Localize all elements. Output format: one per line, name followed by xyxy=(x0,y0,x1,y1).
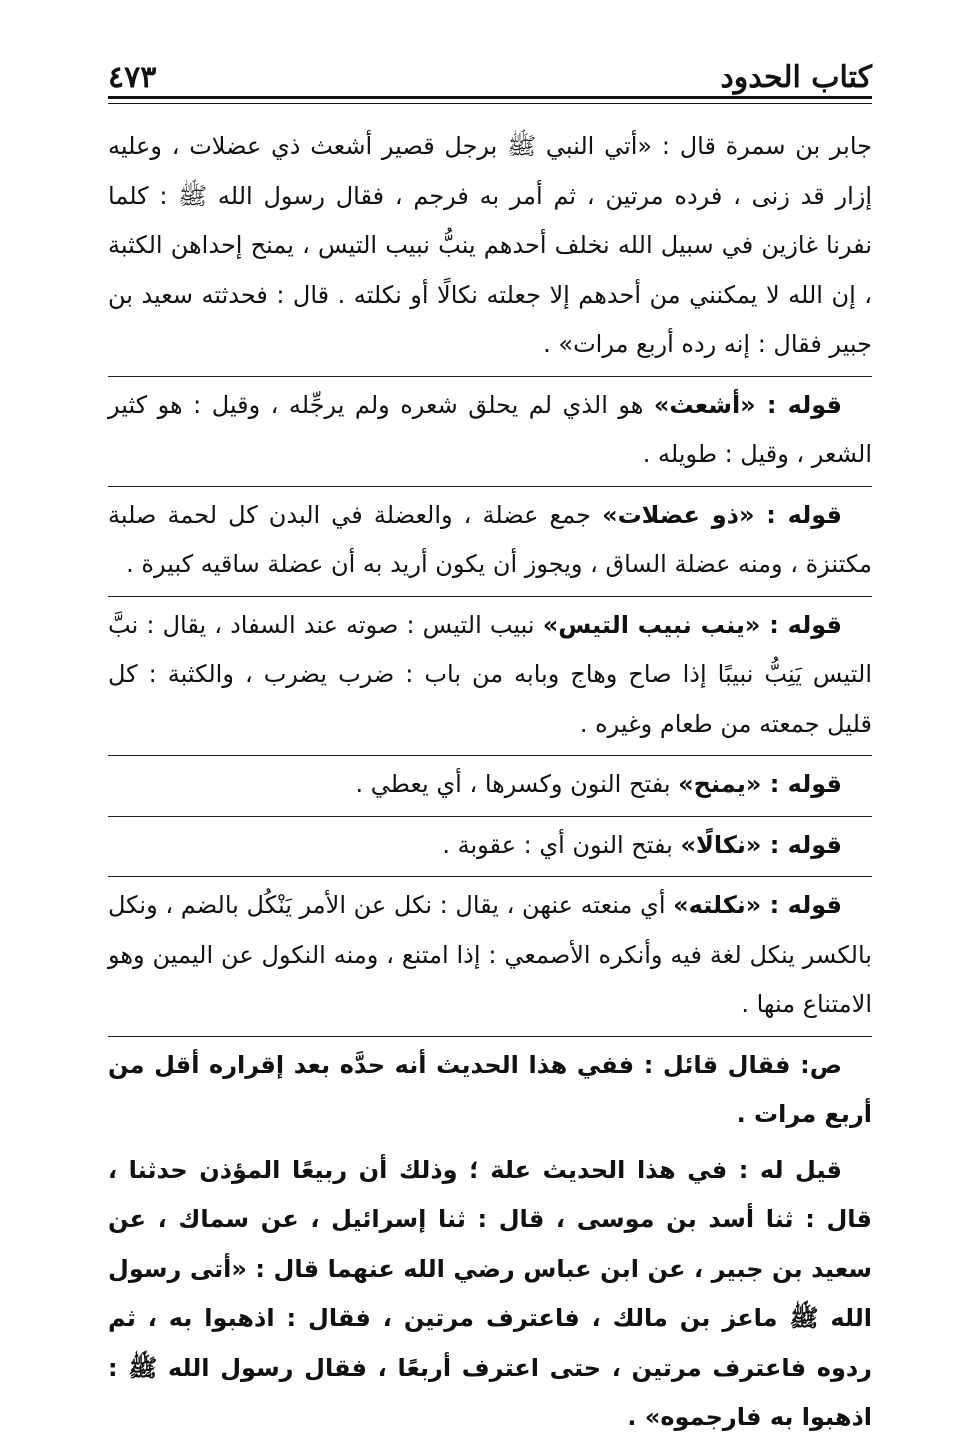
commentary-lemma: «ذو عضلات» xyxy=(602,500,755,529)
commentary-lemma: «يمنح» xyxy=(678,770,762,798)
reply-paragraph xyxy=(108,1146,872,1443)
commentary-ashath xyxy=(108,376,872,480)
objection-paragraph xyxy=(108,1036,872,1140)
commentary-prefix: قوله : xyxy=(761,770,842,798)
commentary-yamnah xyxy=(108,755,872,810)
commentary-text: بفتح النون وكسرها ، أي يعطي . xyxy=(355,770,679,798)
commentary-prefix: قوله : xyxy=(754,500,842,529)
commentary-adalat xyxy=(108,486,872,590)
commentary-text: جمع عضلة ، والعضلة في البدن كل لحمة صلبة مكتنزة ، ومنه عضلة الساق ، ويجوز أن يكون أريد به أن عضلة ساقيه كبيرة . xyxy=(108,500,872,578)
commentary-lemma: «ينب نبيب التيس» xyxy=(542,610,761,639)
header-rule-thin xyxy=(108,103,872,104)
book-title: كتاب الحدود xyxy=(720,60,872,95)
paragraph-text: قيل له : في هذا الحديث علة ؛ وذلك أن ربيعًا المؤذن حدثنا ، قال : ثنا أسد بن موسى ، قال : ثنا إسرائيل ، عن سماك ، عن سعيد بن جبير ، عن ابن عباس رضي الله عنهما قال : «أتى رسول الله ﷺ ماعز بن مالك ، فاعترف مرتين ، فقال : اذهبوا به ، ثم ردوه فاعترف مرتين ، حتى اعترف أربعًا ، فقال رسول الله ﷺ : اذهبوا به فارجموه» . xyxy=(108,1155,872,1431)
paragraph-text: ص: فقال قائل : ففي هذا الحديث أنه حدَّه بعد إقراره أقل من أربع مرات . xyxy=(108,1050,872,1128)
commentary-prefix: قوله : xyxy=(761,891,842,919)
commentary-text: بفتح النون أي : عقوبة . xyxy=(442,830,681,859)
commentary-lemma: «نكلته» xyxy=(673,891,762,919)
commentary-prefix: قوله : xyxy=(755,390,842,419)
commentary-nakalan xyxy=(108,816,872,871)
commentary-prefix: قوله : xyxy=(760,610,843,639)
hadith-paragraph xyxy=(108,122,872,370)
commentary-lemma: «أشعث» xyxy=(653,390,756,419)
header-rule-thick xyxy=(108,96,872,99)
commentary-text: هو الذي لم يحلق شعره ولم يرجِّله ، وقيل : هو كثير الشعر ، وقيل : طويله . xyxy=(108,390,872,468)
page-header xyxy=(108,40,872,98)
commentary-nakaltuhu xyxy=(108,876,872,1030)
commentary-prefix: قوله : xyxy=(761,830,842,859)
page-body xyxy=(108,122,872,1449)
page-number: ٤٧٣ xyxy=(108,60,157,95)
paragraph-text: جابر بن سمرة قال : «أتي النبي ﷺ برجل قصير أشعث ذي عضلات ، وعليه إزار قد زنى ، فرده مرتين ، ثم أمر به فرجم ، فقال رسول الله ﷺ : كلما نفرنا غازين في سبيل الله نخلف أحدهم ينبُّ نبيب التيس ، يمنح إحداهن الكثبة ، إن الله لا يمكنني من أحدهم إلا جعلته نكالًا أو نكلته . قال : فحدثته سعيد بن جبير فقال : إنه رده أربع مرات» . xyxy=(108,132,872,358)
commentary-text: نبيب التيس : صوته عند السفاد ، يقال : نبَّ التيس يَنِبُّ نبيبًا إذا صاح وهاج وبابه من باب : ضرب يضرب ، والكثبة : كل قليل جمعته من طعام وغيره . xyxy=(108,610,872,738)
commentary-lemma: «نكالًا» xyxy=(680,830,762,859)
commentary-nabib xyxy=(108,596,872,750)
commentary-text: أي منعته عنهن ، يقال : نكل عن الأمر يَنْكُل بالضم ، ونكل بالكسر ينكل لغة فيه وأنكره الأصمعي : إذا امتنع ، ومنه النكول عن اليمين وهو الامتناع منها . xyxy=(108,891,872,1018)
